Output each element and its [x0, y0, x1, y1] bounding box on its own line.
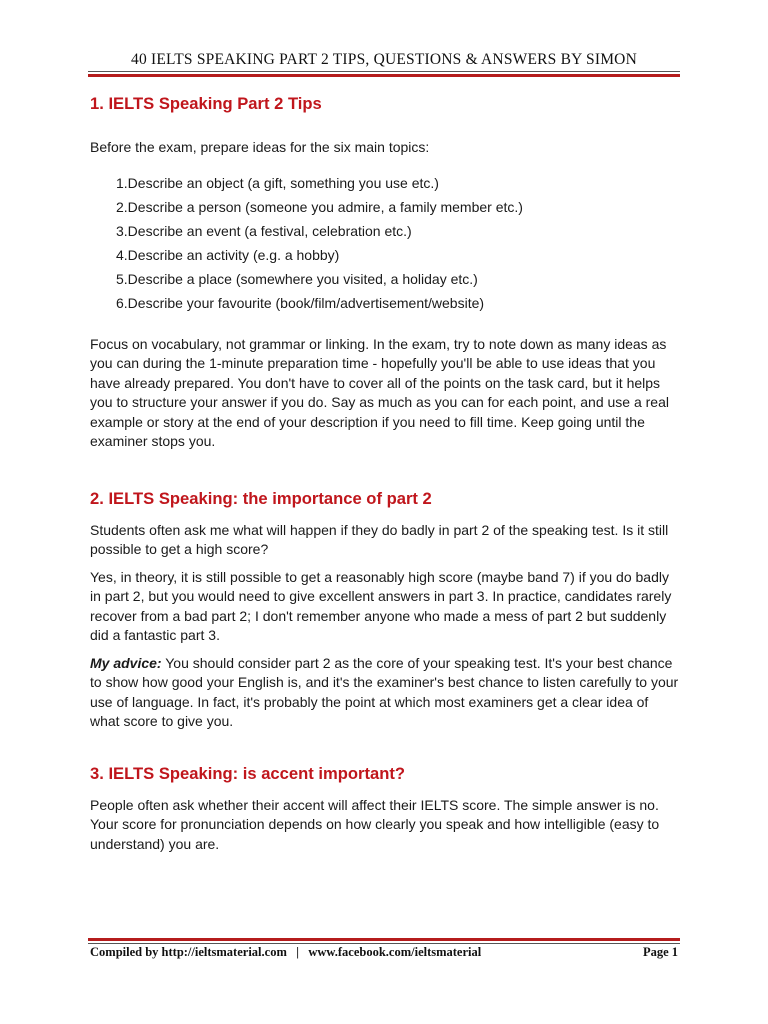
footer-credits: Compiled by http://ieltsmaterial.com | www.facebook.com/ieltsmaterial: [90, 945, 482, 959]
section-1-heading: 1. IELTS Speaking Part 2 Tips: [90, 94, 322, 113]
advice-label: My advice:: [90, 654, 162, 671]
section-2-paragraph-2: Yes, in theory, it is still possible to get a reasonably high score (maybe band 7) if you do badly in part 2, but you would need to give excellent answers in part 3. In practice, candidates rarely recover from a bad part 2; I don't remember anyone who made a mess of part 2 but suddenly did a fantastic part 3.: [90, 568, 672, 643]
advice-text: You should consider part 2 as the core of your speaking test. It's your best chance to show how good your English is, and it's the examiner's best chance to listen carefully to your use of language. In fact, it's probably the point at which most examiners get a clear idea of what score to give you.: [90, 654, 679, 729]
page-header-title: 40 IELTS SPEAKING PART 2 TIPS, QUESTIONS & ANSWERS BY SIMON: [131, 51, 637, 68]
topics-list: [90, 171, 680, 315]
section-2-heading: 2. IELTS Speaking: the importance of part 2: [90, 488, 432, 508]
list-item: 4.Describe an activity (e.g. a hobby): [116, 246, 340, 263]
section-1-intro: Before the exam, prepare ideas for the six main topics:: [90, 139, 430, 155]
list-item: 1.Describe an object (a gift, something you use etc.): [116, 174, 439, 191]
header-rule-thin: [88, 71, 680, 72]
list-item: 2.Describe a person (someone you admire, a family member etc.): [116, 198, 523, 215]
page-number: Page 1: [642, 945, 678, 959]
section-2-advice: [90, 654, 680, 732]
footer-rule-thick: [88, 938, 680, 941]
header-rule-thick: [88, 74, 680, 77]
footer-rule-thin: [88, 943, 680, 944]
section-3-heading: 3. IELTS Speaking: is accent important?: [90, 763, 406, 783]
list-item: 6.Describe your favourite (book/film/advertisement/website): [116, 294, 485, 311]
section-2-paragraph-1: Students often ask me what will happen if they do badly in part 2 of the speaking test. Is it still possible to get a high score?: [90, 521, 669, 557]
list-item: 3.Describe an event (a festival, celebration etc.): [116, 222, 412, 239]
section-1-paragraph: Focus on vocabulary, not grammar or linking. In the exam, try to note down as many ideas as you can during the 1-minute preparation time - hopefully you'll be able to use ideas that you have already prepared. You don't have to cover all of the points on the task card, but it helps you to structure your answer if you do. Say as much as you can for each point, and use a real example or story at the end of your description if you need to fill time. Keep going until the examiner stops you.: [90, 335, 669, 449]
list-item: 5.Describe a place (somewhere you visited, a holiday etc.): [116, 270, 478, 287]
document-body: [90, 94, 680, 854]
section-3-paragraph: People often ask whether their accent will affect their IELTS score. The simple answer is no. Your score for pronunciation depends on how clearly you speak and how intelligible (easy to understand) you are.: [90, 796, 660, 852]
